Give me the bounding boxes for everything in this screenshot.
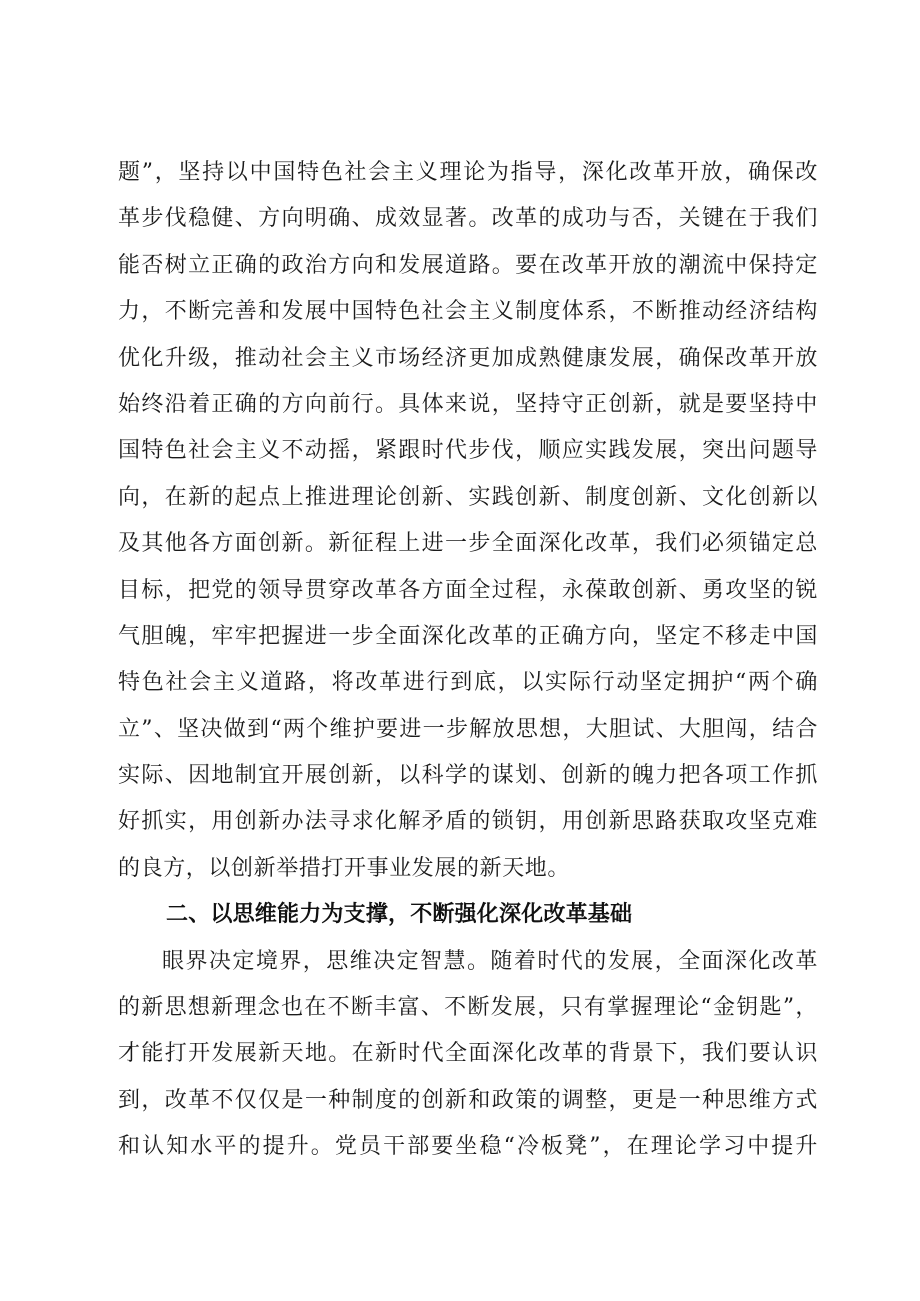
paragraph-line: 特色社会主义道路，将改革进行到底，以实际行动坚定拥护“两个确 bbox=[118, 670, 818, 696]
paragraph-line: 革步伐稳健、方向明确、成效显著。改革的成功与否，关键在于我们 bbox=[118, 206, 818, 232]
paragraph-line: 及其他各方面创新。新征程上进一步全面深化改革，我们必须锚定总 bbox=[118, 531, 818, 557]
paragraph-line: 国特色社会主义不动摇，紧跟时代步伐，顺应实践发展，突出问题导 bbox=[118, 438, 818, 464]
document-body bbox=[118, 150, 818, 1171]
paragraph-reform-direction bbox=[118, 150, 818, 892]
paragraph-line: 到，改革不仅仅是一种制度的创新和政策的调整，更是一种思维方式 bbox=[118, 1087, 818, 1113]
paragraph-line: 才能打开发展新天地。在新时代全面深化改革的背景下，我们要认识 bbox=[118, 1041, 818, 1067]
paragraph-line: 力，不断完善和发展中国特色社会主义制度体系，不断推动经济结构 bbox=[118, 299, 818, 325]
paragraph-line: 优化升级，推动社会主义市场经济更加成熟健康发展，确保改革开放 bbox=[118, 345, 818, 371]
paragraph-line: 和认知水平的提升。党员干部要坐稳“冷板凳”，在理论学习中提升 bbox=[118, 1134, 818, 1160]
paragraph-line: 能否树立正确的政治方向和发展道路。要在改革开放的潮流中保持定 bbox=[118, 252, 818, 278]
paragraph-line: 立”、坚决做到“两个维护要进一步解放思想，大胆试、大胆闯，结合 bbox=[118, 716, 818, 742]
paragraph-line: 目标，把党的领导贯穿改革各方面全过程，永葆敢创新、勇攻坚的锐 bbox=[118, 577, 818, 603]
paragraph-line: 始终沿着正确的方向前行。具体来说，坚持守正创新，就是要坚持中 bbox=[118, 391, 818, 417]
paragraph-line: 气胆魄，牢牢把握进一步全面深化改革的正确方向，坚定不移走中国 bbox=[118, 623, 818, 649]
paragraph-line: 实际、因地制宜开展创新，以科学的谋划、创新的魄力把各项工作抓 bbox=[118, 763, 818, 789]
paragraph-line: 的良方，以创新举措打开事业发展的新天地。 bbox=[118, 855, 571, 881]
section-heading: 二、以思维能力为支撑，不断强化深化改革基础 bbox=[166, 902, 633, 928]
paragraph-line: 的新思想新理念也在不断丰富、不断发展，只有掌握理论“金钥匙”， bbox=[118, 995, 818, 1021]
paragraph-line: 好抓实，用创新办法寻求化解矛盾的锁钥，用创新思路获取攻坚克难 bbox=[118, 809, 818, 835]
paragraph-thinking-ability bbox=[118, 939, 818, 1171]
paragraph-line: 眼界决定境界，思维决定智慧。随着时代的发展，全面深化改革 bbox=[162, 948, 818, 974]
paragraph-line: 向，在新的起点上推进理论创新、实践创新、制度创新、文化创新以 bbox=[118, 484, 818, 510]
paragraph-line: 题”，坚持以中国特色社会主义理论为指导，深化改革开放，确保改 bbox=[118, 160, 818, 185]
